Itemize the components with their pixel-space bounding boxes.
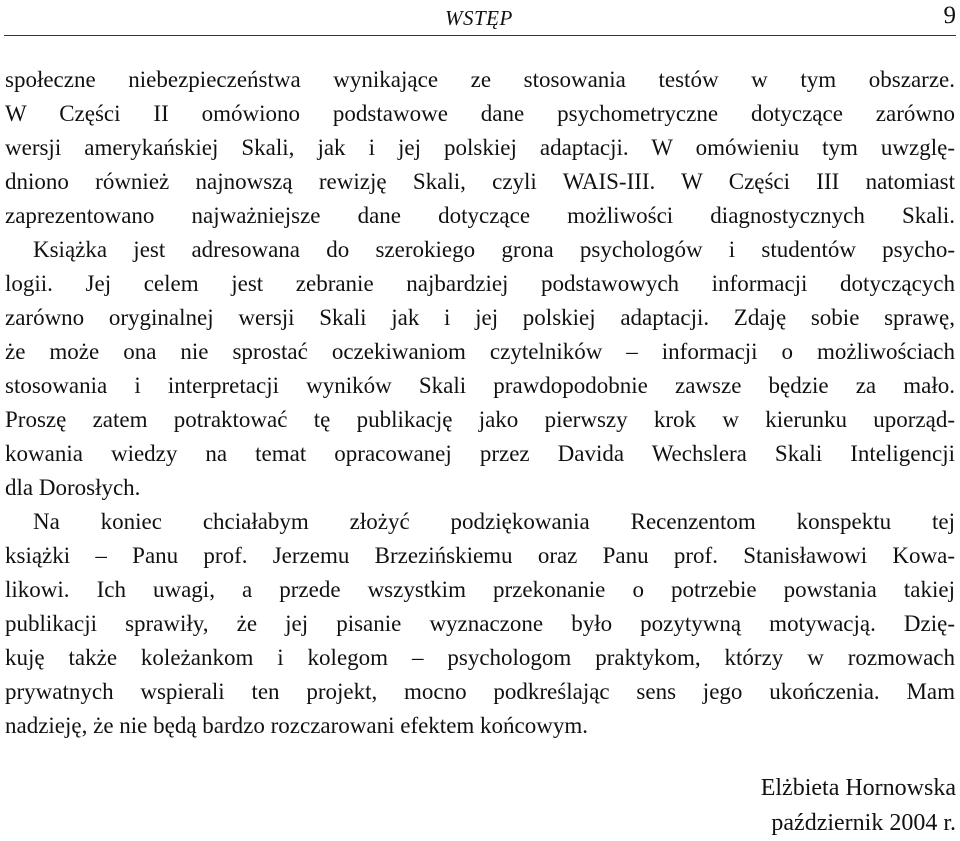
text-line: zarówno oryginalnej wersji Skali jak i jej polskiej adaptacji. Zdaję sobie sprawę, xyxy=(5,305,955,330)
signature-name: Elżbieta Hornowska xyxy=(760,775,956,801)
text-line: Proszę zatem potraktować tę publikację jako pierwszy krok w kierunku uporząd- xyxy=(5,407,955,432)
text-line: nadzieję, że nie będą bardzo rozczarowani efektem końcowym. xyxy=(5,713,589,738)
text-line: kowania wiedzy na temat opracowanej przez Davida Wechslera Skali Inteligencji xyxy=(5,441,955,466)
text-line: kuję także koleżankom i kolegom – psychologom praktykom, którzy w rozmowach xyxy=(5,645,955,670)
page-number: 9 xyxy=(943,2,956,29)
text-line: Na koniec chciałabym złożyć podziękowania Recenzentom konspektu tej xyxy=(33,509,955,534)
text-line: społeczne niebezpieczeństwa wynikające ze stosowania testów w tym obszarze. xyxy=(5,67,955,92)
running-title: WSTĘP xyxy=(445,6,513,30)
text-line: wersji amerykańskiej Skali, jak i jej polskiej adaptacji. W omówieniu tym uwzglę- xyxy=(5,135,955,160)
header-rule xyxy=(4,35,956,36)
text-line: że może ona nie sprostać oczekiwaniom czytelników – informacji o możliwościach xyxy=(5,339,955,364)
running-header xyxy=(0,0,960,34)
text-line: prywatnych wspierali ten projekt, mocno podkreślając sens jego ukończenia. Mam xyxy=(5,679,955,704)
text-line: publikacji sprawiły, że jej pisanie wyznaczone było pozytywną motywacją. Dzię- xyxy=(5,611,955,636)
text-line: Książka jest adresowana do szerokiego grona psychologów i studentów psycho- xyxy=(33,237,955,262)
text-line: likowi. Ich uwagi, a przede wszystkim przekonanie o potrzebie powstania takiej xyxy=(5,577,955,602)
text-line: zaprezentowano najważniejsze dane dotyczące możliwości diagnostycznych Skali. xyxy=(5,203,955,228)
body-text xyxy=(5,63,955,743)
text-line: stosowania i interpretacji wyników Skali prawdopodobnie zawsze będzie za mało. xyxy=(5,373,955,398)
text-line: W Części II omówiono podstawowe dane psychometryczne dotyczące zarówno xyxy=(5,101,955,126)
text-line: książki – Panu prof. Jerzemu Brzezińskiemu oraz Panu prof. Stanisławowi Kowa- xyxy=(5,543,955,568)
text-line: dniono również najnowszą rewizję Skali, czyli WAIS-III. W Części III natomiast xyxy=(5,169,955,194)
signature-date: październik 2004 r. xyxy=(771,810,956,836)
text-line: dla Dorosłych. xyxy=(5,475,141,500)
text-line: logii. Jej celem jest zebranie najbardziej podstawowych informacji dotyczących xyxy=(5,271,955,296)
